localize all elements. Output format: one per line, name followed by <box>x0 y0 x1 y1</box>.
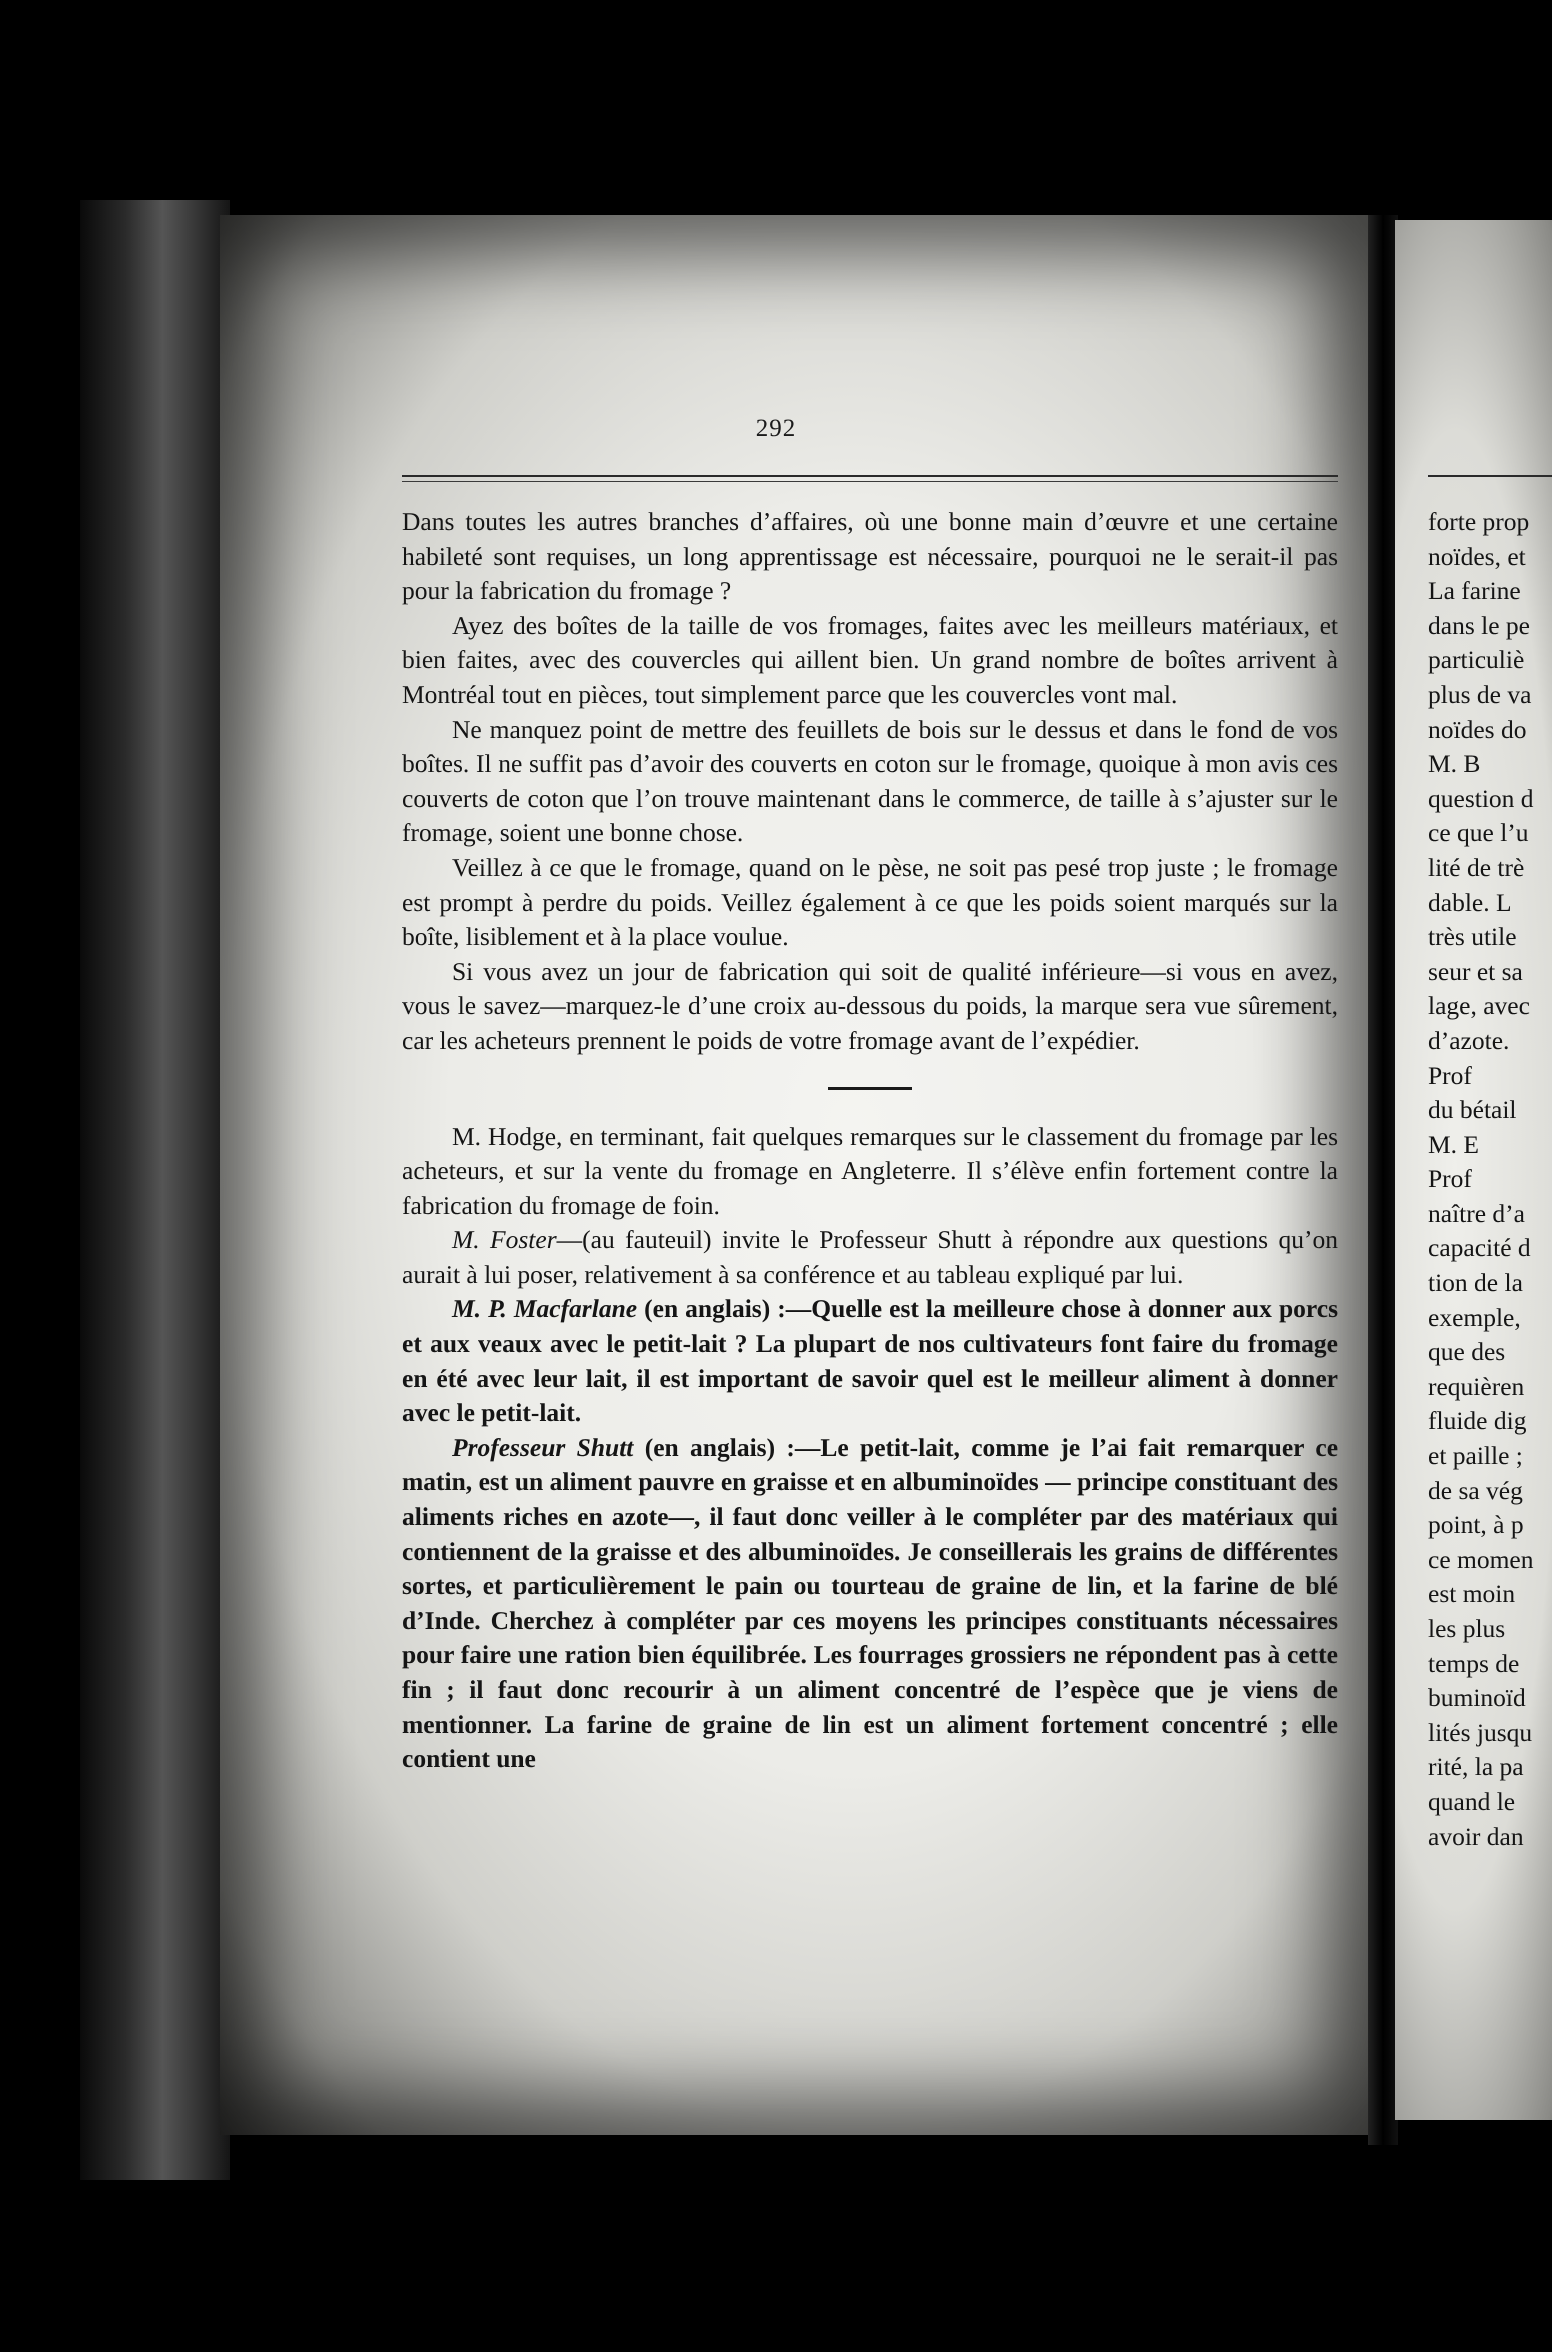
speech-text: (en anglais) :—Quelle est la meilleure chose à donner aux porcs et aux veaux avec le petit-lait ? La plupart de nos cultivateurs font faire du fromage en été avec leur lait, il est important de savoir quel est le meilleur aliment à donner avec le petit-lait. <box>402 1294 1338 1428</box>
right-page-line: point, à p <box>1428 1510 1524 1540</box>
right-page-text-fragments <box>1428 505 1552 1854</box>
right-page-line: plus de va <box>1428 679 1532 709</box>
right-page-line: lage, avec <box>1428 991 1530 1021</box>
right-page-line: ce que l’u <box>1428 818 1529 848</box>
right-page-line: lité de trè <box>1428 852 1525 882</box>
right-page-line: temps de <box>1428 1648 1520 1678</box>
right-page-line: rité, la pa <box>1428 1752 1524 1782</box>
right-page-line: La farine <box>1428 576 1521 606</box>
paragraph-foster <box>402 1223 1338 1292</box>
right-page-line: naître d’a <box>1428 1198 1525 1228</box>
right-page-line: particuliè <box>1428 645 1525 675</box>
section-divider <box>828 1087 912 1090</box>
speaker-name: M. P. Macfarlane <box>452 1294 638 1324</box>
paragraph: Dans toutes les autres branches d’affaires, où une bonne main d’œuvre et une certaine habileté sont requises, un long apprentissage est nécessaire, pourquoi ne le serait-il pas pour la fabrication du fromage ? <box>402 507 1338 606</box>
right-page-line: avoir dan <box>1428 1821 1524 1851</box>
paragraph: Ayez des boîtes de la taille de vos fromages, faites avec les meilleurs matériaux, et bien faites, avec des couvercles qui aillent bien. Un grand nombre de boîtes arrivent à Montréal tout en pièces, tout simplement parce que les couvercles vont mal. <box>402 610 1338 709</box>
right-page-line: Prof <box>1428 1060 1472 1090</box>
right-page-line: de sa vég <box>1428 1475 1523 1505</box>
right-page-line: noïdes, et <box>1428 541 1526 571</box>
right-page-line: est moin <box>1428 1579 1516 1609</box>
speaker-name: M. Foster <box>452 1225 557 1255</box>
speech-text: (en anglais) :—Le petit-lait, comme je l’ai fait remarquer ce matin, est un aliment pauvre en graisse et en albuminoïdes — principe constituant des aliments riches en azote—, il faut donc veiller à le compléter par des matériaux qui contiennent de la graisse et des albuminoïdes. Je conseillerais les grains de différentes sortes, et particulièrement le pain ou tourteau de graine de lin, et la farine de blé d’Inde. Cherchez à compléter par ces moyens les principes constituants nécessaires pour faire une ration bien équilibrée. Les fourrages grossiers ne répondent pas à cette fin ; il faut donc recourir à un aliment concentré de l’espèce que je viens de mentionner. La farine de graine de lin est un aliment fortement concentré ; elle contient une <box>402 1432 1339 1774</box>
right-page-line: et paille ; <box>1428 1441 1523 1471</box>
paragraph-shutt <box>402 1431 1338 1777</box>
paragraph-hodge: M. Hodge, en terminant, fait quelques remarques sur le classement du fromage par les acheteurs, et sur la vente du fromage en Angleterre. Il s’élève enfin fortement contre la fabrication du fromage de foin. <box>402 1121 1338 1220</box>
right-page-line: dans le pe <box>1428 610 1530 640</box>
right-page-line: capacité d <box>1428 1233 1531 1263</box>
right-page-line: lités jusqu <box>1428 1717 1533 1747</box>
right-page-line: que des <box>1428 1337 1506 1367</box>
right-page-line: buminoïd <box>1428 1683 1526 1713</box>
right-page-line: ce momen <box>1428 1544 1534 1574</box>
paragraph: Si vous avez un jour de fabrication qui soit de qualité inférieure—si vous en avez, vous le savez—marquez-le d’une croix au-dessous du poids, la marque sera vue sûrement, car les acheteurs prennent le poids de votre fromage avant de l’expédier. <box>402 956 1338 1055</box>
right-page-header-rule <box>1428 475 1552 477</box>
right-page-line: tion de la <box>1428 1268 1523 1298</box>
right-page-line: du bétail <box>1428 1095 1517 1125</box>
right-page-line: dable. L <box>1428 887 1512 917</box>
right-page-line: très utile <box>1428 922 1517 952</box>
book-spine <box>80 200 230 2180</box>
right-page-line: M. B <box>1428 749 1481 779</box>
page-number: 292 <box>755 415 797 442</box>
right-page-line: question d <box>1428 783 1534 813</box>
page-gutter <box>1368 215 1398 2145</box>
right-page-line: Prof <box>1428 1164 1472 1194</box>
paragraph: Veillez à ce que le fromage, quand on le pèse, ne soit pas pesé trop juste ; le fromage est prompt à perdre du poids. Veillez également à ce que les poids soient marqués sur la boîte, lisiblement et à la place voulue. <box>402 852 1338 952</box>
speaker-name: Professeur Shutt <box>452 1432 634 1462</box>
right-page-line: exemple, <box>1428 1302 1521 1332</box>
right-page-line: forte prop <box>1428 507 1530 536</box>
right-page-line: quand le <box>1428 1786 1516 1816</box>
right-page-line: noïdes do <box>1428 714 1527 744</box>
right-page-line: seur et sa <box>1428 956 1523 986</box>
right-page-line: fluide dig <box>1428 1406 1527 1436</box>
speech-text: —(au fauteuil) invite le Professeur Shutt à répondre aux questions qu’on aurait à lui poser, relativement à sa conférence et au tableau expliqué par lui. <box>402 1225 1338 1289</box>
right-page-line: d’azote. <box>1428 1025 1510 1055</box>
right-page-line: requièren <box>1428 1371 1525 1401</box>
paragraph: Ne manquez point de mettre des feuillets de bois sur le dessus et dans le fond de vos boîtes. Il ne suffit pas d’avoir des couverts en coton sur le fromage, quoique à mon avis ces couverts de coton que l’on trouve maintenant dans le commerce, de taille à s’ajuster sur le fromage, soient une bonne chose. <box>402 714 1338 848</box>
header-rule <box>402 475 1338 477</box>
right-page-line: les plus <box>1428 1614 1506 1643</box>
right-page-line: M. E <box>1428 1129 1479 1159</box>
paragraph-macfarlane <box>402 1292 1338 1430</box>
left-page-text <box>402 505 1338 1777</box>
